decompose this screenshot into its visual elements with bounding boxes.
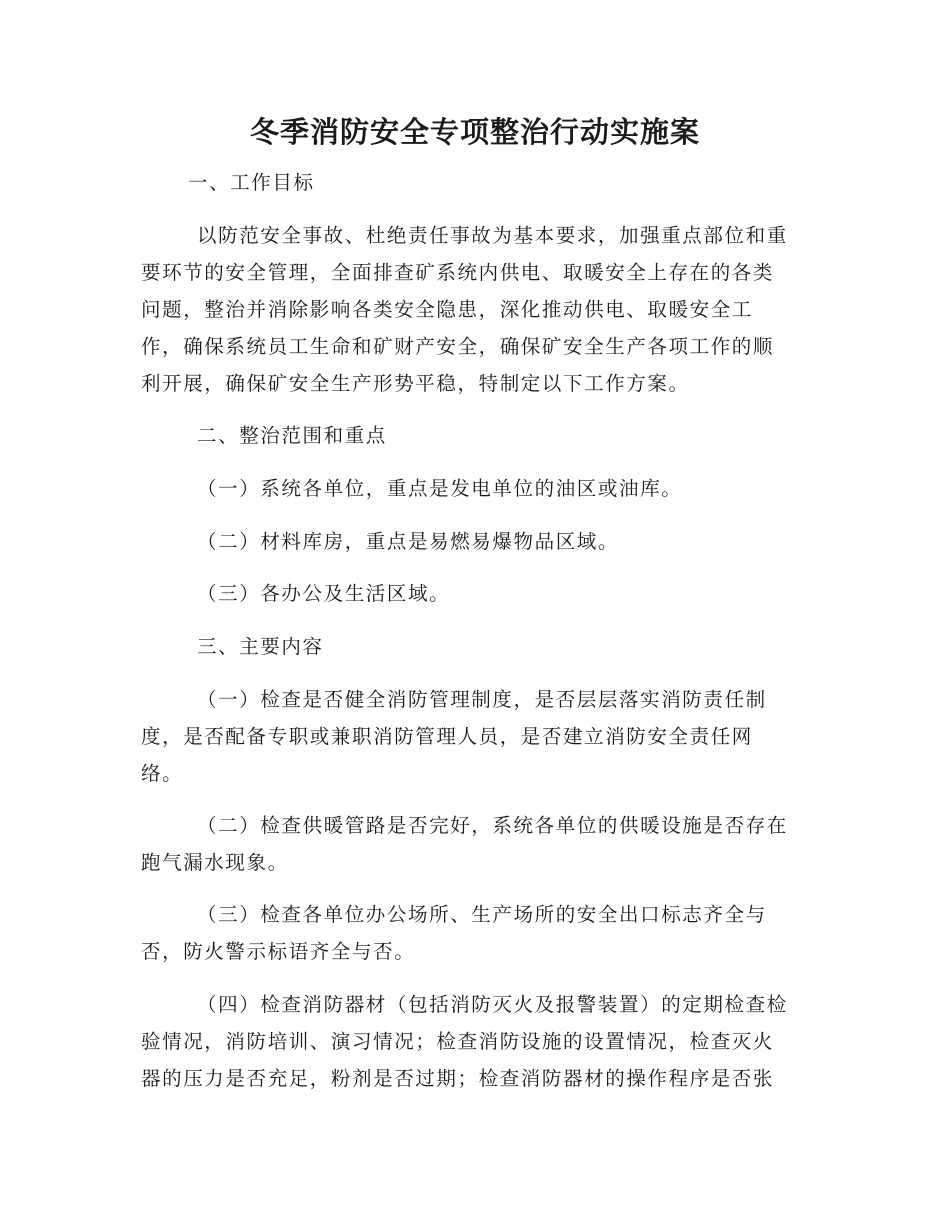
paragraph-line: 利开展，确保矿安全生产形势平稳，特制定以下工作方案。 (141, 372, 690, 395)
paragraph-line: 否，防火警示标语齐全与否。 (141, 940, 416, 963)
paragraph-line: 问题，整治并消除影响各类安全隐患，深化推动供电、取暖安全工 (141, 298, 753, 321)
paragraph-line: 跑气漏水现象。 (141, 851, 289, 874)
list-item: （二）材料库房，重点是易燃易爆物品区域。 (197, 530, 620, 553)
paragraph-line: （三）检查各单位办公场所、生产场所的安全出口标志齐全与 (197, 903, 767, 926)
section-heading-content: 三、主要内容 (197, 635, 324, 658)
document-title: 冬季消防安全专项整治行动实施案 (249, 115, 700, 149)
list-item: （一）系统各单位，重点是发电单位的油区或油库。 (197, 477, 683, 500)
section-heading-goals: 一、工作目标 (188, 171, 315, 194)
paragraph-line: 要环节的安全管理，全面排查矿系统内供电、取暖安全上存在的各类 (141, 261, 775, 284)
list-item: （三）各办公及生活区域。 (197, 582, 451, 605)
paragraph-line: （四）检查消防器材（包括消防灭火及报警装置）的定期检查检 (197, 993, 788, 1016)
paragraph-line: （二）检查供暖管路是否完好，系统各单位的供暖设施是否存在 (197, 814, 788, 837)
paragraph-line: 络。 (141, 762, 184, 785)
paragraph-line: 器的压力是否充足，粉剂是否过期；检查消防器材的操作程序是否张 (141, 1067, 775, 1090)
section-heading-scope: 二、整治范围和重点 (197, 424, 387, 447)
paragraph-line: 以防范安全事故、杜绝责任事故为基本要求，加强重点部位和重 (197, 224, 788, 247)
paragraph-line: 验情况，消防培训、演习情况；检查消防设施的设置情况，检查灭火 (141, 1030, 775, 1053)
paragraph-line: （一）检查是否健全消防管理制度，是否层层落实消防责任制 (197, 688, 767, 711)
paragraph-line: 作，确保系统员工生命和矿财产安全，确保矿安全生产各项工作的顺 (141, 335, 775, 358)
paragraph-line: 度，是否配备专职或兼职消防管理人员，是否建立消防安全责任网 (141, 725, 753, 748)
